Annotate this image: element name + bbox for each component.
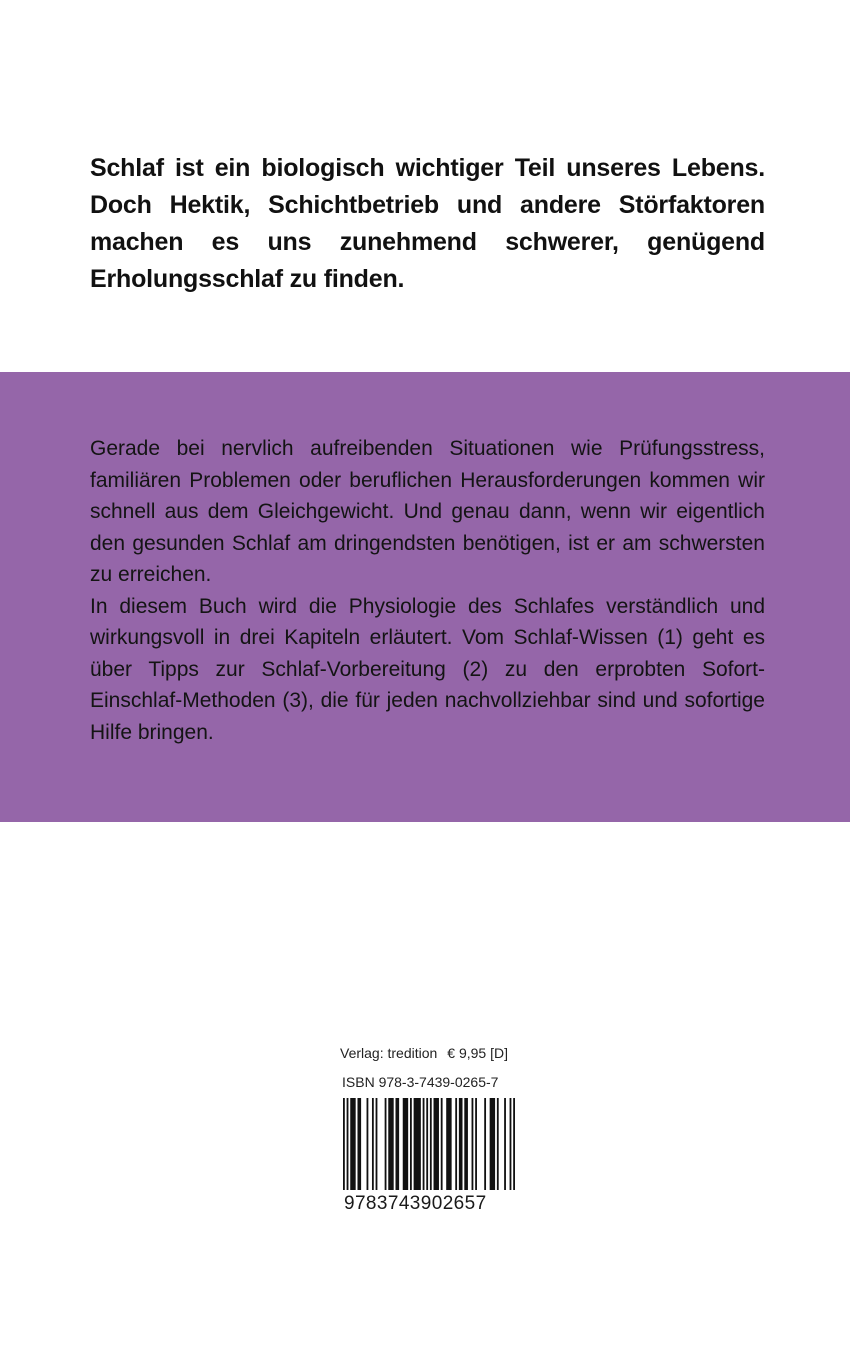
barcode-bar — [464, 1098, 468, 1190]
description-paragraph-1: Gerade bei nervlich aufreibenden Situationen wie Prüfungsstress, familiären Problemen oder beruflichen Herausforderungen kommen wir schnell aus dem Gleichgewicht. Und genau dann, wenn wir eigentlich den gesunden Schlaf am dringendsten benötigen, ist er am schwersten zu erreichen. — [90, 437, 765, 586]
barcode-bar — [403, 1098, 408, 1190]
barcode-bar — [484, 1098, 486, 1190]
barcode-bar — [475, 1098, 477, 1190]
barcode-bar — [459, 1098, 463, 1190]
description-text — [90, 433, 765, 748]
barcode-bar — [350, 1098, 355, 1190]
price-label: € 9,95 [D] — [447, 1045, 508, 1061]
barcode-block — [338, 1044, 520, 1215]
barcode-bar — [490, 1098, 495, 1190]
barcode-bar — [414, 1098, 421, 1190]
publisher-label: Verlag: tredition — [340, 1045, 438, 1061]
barcode-bar — [367, 1098, 369, 1190]
barcode-bar — [497, 1098, 499, 1190]
barcode-bar — [446, 1098, 451, 1190]
barcode-bar — [410, 1098, 412, 1190]
intro-blurb: Schlaf ist ein biologisch wichtiger Teil unseres Lebens. Doch Hektik, Schichtbetrieb und andere Störfaktoren machen es uns zunehmend schwerer, genügend Erholungsschlaf zu finden. — [90, 154, 765, 293]
barcode-bar — [343, 1098, 345, 1190]
barcode-bar — [376, 1098, 378, 1190]
barcode-bar — [472, 1098, 474, 1190]
barcode-bar — [510, 1098, 512, 1190]
barcode-bar — [434, 1098, 439, 1190]
barcode-bar — [388, 1098, 393, 1190]
barcode-icon — [343, 1098, 515, 1190]
barcode-bar — [423, 1098, 425, 1190]
barcode-bar — [372, 1098, 374, 1190]
barcode-bar — [396, 1098, 400, 1190]
barcode-bar — [504, 1098, 506, 1190]
barcode-bar — [430, 1098, 432, 1190]
ean-number: 9783743902657 — [344, 1193, 487, 1214]
barcode-bar — [347, 1098, 349, 1190]
barcode-bar — [385, 1098, 387, 1190]
barcode-bar — [455, 1098, 457, 1190]
barcode-bar — [357, 1098, 361, 1190]
barcode-bar — [426, 1098, 428, 1190]
publisher-price-line — [340, 1044, 520, 1062]
description-paragraph-2: In diesem Buch wird die Physiologie des Schlafes verständlich und wirkungsvoll in drei Kapiteln erläutert. Vom Schlaf-Wissen (1) geht es über Tipps zur Schlaf-Vorbereitung (2) zu den erprobten Sofort-Einschlaf-Methoden (3), die für jeden nachvollziehbar sind und sofortige Hilfe bringen. — [90, 594, 765, 744]
barcode-bar — [513, 1098, 515, 1190]
barcode-bar — [441, 1098, 443, 1190]
isbn-label: ISBN 978-3-7439-0265-7 — [342, 1074, 499, 1090]
